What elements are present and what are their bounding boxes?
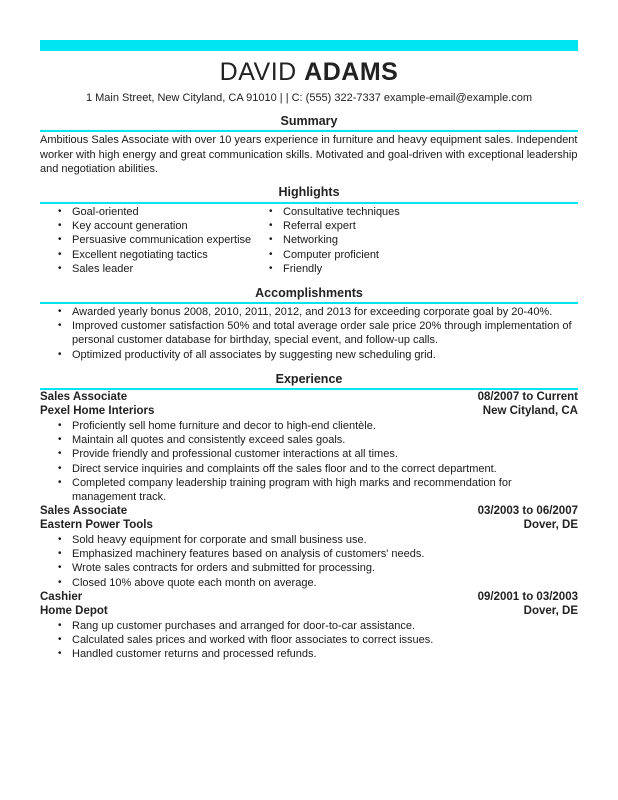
job-company-row xyxy=(40,519,578,534)
job-title: Cashier xyxy=(40,591,83,603)
list-item: • Persuasive communication expertise xyxy=(40,233,260,247)
highlights-left-list xyxy=(40,205,260,276)
list-item: • Rang up customer purchases and arranged for door-to-car assistance. xyxy=(40,619,578,633)
job-company: Eastern Power Tools xyxy=(40,519,153,531)
list-item: • Key account generation xyxy=(40,219,260,233)
list-item: • Referral expert xyxy=(251,219,471,233)
list-item: • Sold heavy equipment for corporate and small business use. xyxy=(40,533,578,547)
last-name: ADAMS xyxy=(304,58,399,86)
header-accent-bar xyxy=(40,40,578,51)
list-item: • Completed company leadership training program with high marks and recommendation for management track. xyxy=(40,476,578,504)
list-item: • Wrote sales contracts for orders and submitted for processing. xyxy=(40,561,578,575)
summary-text: Ambitious Sales Associate with over 10 years experience in furniture and heavy equipment sales. Independent worker with high energy and great communication skills. Motivated and goal-driven with exceptional leadership and negotiation abilities. xyxy=(40,134,578,175)
first-name: DAVID xyxy=(219,58,297,86)
job-title-row xyxy=(40,591,578,606)
job-location: New Cityland, CA xyxy=(482,405,578,417)
experience-title: Experience xyxy=(275,372,343,386)
job-duties-list xyxy=(40,419,578,504)
accomplishments-list xyxy=(40,305,578,362)
list-item: • Computer proficient xyxy=(251,248,471,262)
job-company-row xyxy=(40,405,578,420)
job-title: Sales Associate xyxy=(40,505,128,517)
job-title-row xyxy=(40,505,578,520)
highlights-right-list xyxy=(251,205,471,276)
job-dates: 03/2003 to 06/2007 xyxy=(477,505,578,517)
list-item: • Calculated sales prices and worked with floor associates to correct issues. xyxy=(40,633,578,647)
accomplishments-title: Accomplishments xyxy=(255,286,363,300)
contact-info: 1 Main Street, New Cityland, CA 91010 | | C: (555) 322-7337 example-email@example.com xyxy=(85,92,533,104)
job-title-row xyxy=(40,391,578,406)
list-item: • Consultative techniques xyxy=(251,205,471,219)
job-duties-list xyxy=(40,619,578,662)
job-duties-list xyxy=(40,533,578,590)
job-dates: 09/2001 to 03/2003 xyxy=(477,591,578,603)
list-item: • Emphasized machinery features based on analysis of customers' needs. xyxy=(40,547,578,561)
list-item: • Excellent negotiating tactics xyxy=(40,248,260,262)
list-item: • Handled customer returns and processed refunds. xyxy=(40,647,578,661)
list-item: • Maintain all quotes and consistently exceed sales goals. xyxy=(40,433,578,447)
experience-rule xyxy=(40,388,578,390)
list-item: • Optimized productivity of all associates by suggesting new scheduling grid. xyxy=(40,348,578,362)
job-title: Sales Associate xyxy=(40,391,128,403)
list-item: • Improved customer satisfaction 50% and total average order sale price 20% through implementation of personal customer database for birthday, special event, and follow-up calls. xyxy=(40,319,578,347)
list-item: • Closed 10% above quote each month on average. xyxy=(40,576,578,590)
summary-rule xyxy=(40,130,578,132)
job-location: Dover, DE xyxy=(523,519,578,531)
list-item: • Proficiently sell home furniture and decor to high-end clientèle. xyxy=(40,419,578,433)
highlights-title: Highlights xyxy=(278,185,340,199)
job-company: Home Depot xyxy=(40,605,108,617)
list-item: • Provide friendly and professional customer interactions at all times. xyxy=(40,447,578,461)
list-item: • Direct service inquiries and complaints off the sales floor and to the correct department. xyxy=(40,462,578,476)
accomplishments-rule xyxy=(40,302,578,304)
list-item: • Awarded yearly bonus 2008, 2010, 2011, 2012, and 2013 for exceeding corporate goal by 20-40%. xyxy=(40,305,578,319)
list-item: • Goal-oriented xyxy=(40,205,260,219)
highlights-rule xyxy=(40,202,578,204)
candidate-name xyxy=(0,58,618,87)
list-item: • Friendly xyxy=(251,262,471,276)
list-item: • Sales leader xyxy=(40,262,260,276)
job-company-row xyxy=(40,605,578,620)
summary-title: Summary xyxy=(280,114,338,128)
job-dates: 08/2007 to Current xyxy=(477,391,578,403)
job-company: Pexel Home Interiors xyxy=(40,405,155,417)
job-location: Dover, DE xyxy=(523,605,578,617)
list-item: • Networking xyxy=(251,233,471,247)
